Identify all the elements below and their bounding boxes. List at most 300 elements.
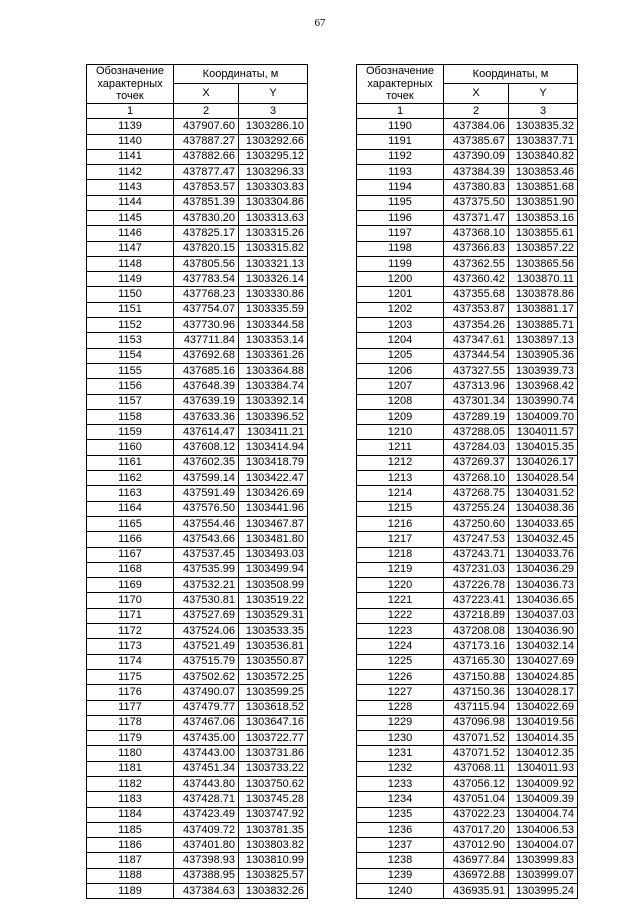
table-row: [87, 272, 308, 287]
x-coordinate-cell: 437711.84: [174, 333, 239, 348]
y-coordinate-cell: 1303303.83: [239, 180, 308, 195]
y-coordinate-cell: 1303295.12: [239, 149, 308, 164]
point-id-cell: 1141: [87, 149, 174, 164]
page-number: 67: [314, 17, 326, 29]
point-id-cell: 1158: [87, 409, 174, 424]
table-row: [357, 272, 578, 287]
table-row: [357, 792, 578, 807]
y-coordinate-cell: 1304015.35: [509, 440, 578, 455]
coordinates-table-right: [356, 64, 578, 899]
point-id-cell: 1140: [87, 134, 174, 149]
y-coordinate-cell: 1303426.69: [239, 486, 308, 501]
table-row: [87, 776, 308, 791]
y-coordinate-cell: 1304033.65: [509, 516, 578, 531]
y-coordinate-cell: 1303364.88: [239, 363, 308, 378]
y-coordinate-cell: 1303851.90: [509, 195, 578, 210]
y-coordinate-cell: 1304014.35: [509, 731, 578, 746]
table-row: [357, 608, 578, 623]
table-row: [87, 394, 308, 409]
y-coordinate-cell: 1303499.94: [239, 562, 308, 577]
table-row: [357, 868, 578, 883]
table-row: [357, 884, 578, 899]
point-id-cell: 1235: [357, 807, 444, 822]
column-number: 2: [174, 103, 239, 118]
table-row: [87, 471, 308, 486]
designation-header: [87, 65, 174, 104]
column-number-row: [357, 103, 578, 118]
x-coordinate-cell: 437602.35: [174, 455, 239, 470]
y-coordinate-cell: 1303855.61: [509, 226, 578, 241]
point-id-cell: 1166: [87, 532, 174, 547]
point-id-cell: 1148: [87, 256, 174, 271]
y-coordinate-cell: 1303508.99: [239, 578, 308, 593]
y-coordinate-cell: 1303939.73: [509, 363, 578, 378]
y-coordinate-cell: 1303292.66: [239, 134, 308, 149]
y-coordinate-cell: 1303851.68: [509, 180, 578, 195]
y-coordinate-cell: 1303745.28: [239, 792, 308, 807]
point-id-cell: 1160: [87, 440, 174, 455]
point-id-cell: 1202: [357, 302, 444, 317]
point-id-cell: 1188: [87, 868, 174, 883]
point-id-cell: 1168: [87, 562, 174, 577]
table-row: [87, 792, 308, 807]
x-coordinate-cell: 437515.79: [174, 654, 239, 669]
x-coordinate-cell: 437269.37: [444, 455, 509, 470]
y-column-header: Y: [239, 84, 308, 103]
table-row: [87, 165, 308, 180]
point-id-cell: 1176: [87, 685, 174, 700]
designation-header-line: характерных: [97, 77, 163, 90]
y-coordinate-cell: 1303885.71: [509, 318, 578, 333]
x-coordinate-cell: 437537.45: [174, 547, 239, 562]
point-id-cell: 1211: [357, 440, 444, 455]
x-coordinate-cell: 437608.12: [174, 440, 239, 455]
point-id-cell: 1200: [357, 272, 444, 287]
table-row: [357, 822, 578, 837]
point-id-cell: 1170: [87, 593, 174, 608]
table-row: [87, 516, 308, 531]
x-coordinate-cell: 437543.66: [174, 532, 239, 547]
x-coordinate-cell: 437820.15: [174, 241, 239, 256]
table-row: [357, 746, 578, 761]
y-coordinate-cell: 1303315.82: [239, 241, 308, 256]
point-id-cell: 1143: [87, 180, 174, 195]
table-row: [357, 302, 578, 317]
y-coordinate-cell: 1303990.74: [509, 394, 578, 409]
point-id-cell: 1154: [87, 348, 174, 363]
y-coordinate-cell: 1303481.80: [239, 532, 308, 547]
point-id-cell: 1208: [357, 394, 444, 409]
table-row: [87, 761, 308, 776]
x-coordinate-cell: 437877.47: [174, 165, 239, 180]
y-coordinate-cell: 1303414.94: [239, 440, 308, 455]
designation-header-line: Обозначение: [365, 65, 435, 77]
designation-header-line: точек: [386, 90, 414, 103]
table-row: [357, 669, 578, 684]
table-row: [87, 868, 308, 883]
x-coordinate-cell: 437223.41: [444, 593, 509, 608]
table-row: [357, 134, 578, 149]
x-coordinate-cell: 437355.68: [444, 287, 509, 302]
table-row: [357, 685, 578, 700]
table-row: [87, 884, 308, 899]
table-row: [87, 731, 308, 746]
point-id-cell: 1222: [357, 608, 444, 623]
y-coordinate-cell: 1304011.93: [509, 761, 578, 776]
column-number: 3: [509, 103, 578, 118]
y-coordinate-cell: 1303384.74: [239, 379, 308, 394]
y-coordinate-cell: 1303722.77: [239, 731, 308, 746]
point-id-cell: 1172: [87, 624, 174, 639]
designation-header-line: точек: [116, 90, 144, 103]
x-column-header: X: [444, 84, 509, 103]
y-coordinate-cell: 1304038.36: [509, 501, 578, 516]
y-coordinate-cell: 1303344.58: [239, 318, 308, 333]
point-id-cell: 1225: [357, 654, 444, 669]
table-row: [87, 547, 308, 562]
point-id-cell: 1146: [87, 226, 174, 241]
point-id-cell: 1221: [357, 593, 444, 608]
table-row: [357, 853, 578, 868]
y-coordinate-cell: 1303533.35: [239, 624, 308, 639]
y-coordinate-cell: 1303853.46: [509, 165, 578, 180]
y-coordinate-cell: 1303835.32: [509, 119, 578, 134]
x-coordinate-cell: 437554.46: [174, 516, 239, 531]
x-coordinate-cell: 437532.21: [174, 578, 239, 593]
point-id-cell: 1167: [87, 547, 174, 562]
y-coordinate-cell: 1303396.52: [239, 409, 308, 424]
table-row: [87, 195, 308, 210]
y-coordinate-cell: 1303286.10: [239, 119, 308, 134]
x-coordinate-cell: 437347.61: [444, 333, 509, 348]
x-coordinate-cell: 437071.52: [444, 746, 509, 761]
point-id-cell: 1209: [357, 409, 444, 424]
point-id-cell: 1215: [357, 501, 444, 516]
column-number: 3: [239, 103, 308, 118]
table-row: [357, 593, 578, 608]
y-coordinate-cell: 1304028.17: [509, 685, 578, 700]
y-coordinate-cell: 1303781.35: [239, 822, 308, 837]
point-id-cell: 1189: [87, 884, 174, 899]
point-id-cell: 1149: [87, 272, 174, 287]
x-coordinate-cell: 437490.07: [174, 685, 239, 700]
x-coordinate-cell: 437692.68: [174, 348, 239, 363]
y-coordinate-cell: 1304009.39: [509, 792, 578, 807]
x-coordinate-cell: 437614.47: [174, 425, 239, 440]
x-coordinate-cell: 437451.34: [174, 761, 239, 776]
y-coordinate-cell: 1303536.81: [239, 639, 308, 654]
x-coordinate-cell: 437783.54: [174, 272, 239, 287]
point-id-cell: 1233: [357, 776, 444, 791]
point-id-cell: 1224: [357, 639, 444, 654]
table-row: [357, 379, 578, 394]
table-row: [87, 700, 308, 715]
y-coordinate-cell: 1303353.14: [239, 333, 308, 348]
y-coordinate-cell: 1304006.53: [509, 822, 578, 837]
table-row: [87, 363, 308, 378]
point-id-cell: 1220: [357, 578, 444, 593]
point-id-cell: 1213: [357, 471, 444, 486]
x-coordinate-cell: 437385.67: [444, 134, 509, 149]
table-row: [87, 226, 308, 241]
y-coordinate-cell: 1304004.07: [509, 838, 578, 853]
y-coordinate-cell: 1303731.86: [239, 746, 308, 761]
y-coordinate-cell: 1303330.86: [239, 287, 308, 302]
table-row: [357, 501, 578, 516]
table-row: [357, 241, 578, 256]
table-row: [357, 333, 578, 348]
y-coordinate-cell: 1303321.13: [239, 256, 308, 271]
designation-header-line: Обозначение: [95, 65, 165, 77]
x-coordinate-cell: 437368.10: [444, 226, 509, 241]
table-row: [357, 363, 578, 378]
y-coordinate-cell: 1303857.22: [509, 241, 578, 256]
x-coordinate-cell: 437524.06: [174, 624, 239, 639]
x-coordinate-cell: 437633.36: [174, 409, 239, 424]
x-coordinate-cell: 437268.10: [444, 471, 509, 486]
point-id-cell: 1174: [87, 654, 174, 669]
table-row: [87, 256, 308, 271]
y-coordinate-cell: 1303326.14: [239, 272, 308, 287]
x-coordinate-cell: 437502.62: [174, 669, 239, 684]
point-id-cell: 1159: [87, 425, 174, 440]
point-id-cell: 1234: [357, 792, 444, 807]
x-coordinate-cell: 437435.00: [174, 731, 239, 746]
x-coordinate-cell: 437354.26: [444, 318, 509, 333]
y-coordinate-cell: 1304036.29: [509, 562, 578, 577]
table-row: [87, 562, 308, 577]
column-number: 2: [444, 103, 509, 118]
x-coordinate-cell: 437384.39: [444, 165, 509, 180]
y-coordinate-cell: 1303999.07: [509, 868, 578, 883]
table-row: [87, 838, 308, 853]
table-row: [87, 455, 308, 470]
y-coordinate-cell: 1304019.56: [509, 715, 578, 730]
point-id-cell: 1199: [357, 256, 444, 271]
x-coordinate-cell: 437353.87: [444, 302, 509, 317]
table-row: [87, 302, 308, 317]
x-coordinate-cell: 437805.56: [174, 256, 239, 271]
y-coordinate-cell: 1304009.92: [509, 776, 578, 791]
y-coordinate-cell: 1304022.69: [509, 700, 578, 715]
table-row: [87, 853, 308, 868]
y-coordinate-cell: 1303878.86: [509, 287, 578, 302]
point-id-cell: 1177: [87, 700, 174, 715]
x-coordinate-cell: 437530.81: [174, 593, 239, 608]
point-id-cell: 1198: [357, 241, 444, 256]
x-coordinate-cell: 436972.88: [444, 868, 509, 883]
point-id-cell: 1197: [357, 226, 444, 241]
table-row: [357, 455, 578, 470]
x-coordinate-cell: 437591.49: [174, 486, 239, 501]
table-row: [357, 838, 578, 853]
x-coordinate-cell: 437150.88: [444, 669, 509, 684]
table-row: [357, 715, 578, 730]
table-row: [357, 195, 578, 210]
x-coordinate-cell: 437218.89: [444, 608, 509, 623]
point-id-cell: 1212: [357, 455, 444, 470]
y-coordinate-cell: 1303825.57: [239, 868, 308, 883]
coordinates-table-left: [86, 64, 308, 899]
y-coordinate-cell: 1303865.56: [509, 256, 578, 271]
point-id-cell: 1194: [357, 180, 444, 195]
designation-header-line: характерных: [367, 77, 433, 90]
x-coordinate-cell: 437250.60: [444, 516, 509, 531]
point-id-cell: 1152: [87, 318, 174, 333]
point-id-cell: 1180: [87, 746, 174, 761]
y-coordinate-cell: 1303296.33: [239, 165, 308, 180]
x-coordinate-cell: 437022.23: [444, 807, 509, 822]
x-coordinate-cell: 437882.66: [174, 149, 239, 164]
x-coordinate-cell: 437247.53: [444, 532, 509, 547]
table-row: [357, 471, 578, 486]
table-row: [87, 134, 308, 149]
y-coordinate-cell: 1303529.31: [239, 608, 308, 623]
column-number: 1: [87, 103, 174, 118]
y-coordinate-cell: 1303897.13: [509, 333, 578, 348]
point-id-cell: 1237: [357, 838, 444, 853]
point-id-cell: 1186: [87, 838, 174, 853]
point-id-cell: 1183: [87, 792, 174, 807]
y-coordinate-cell: 1303599.25: [239, 685, 308, 700]
table-row: [357, 394, 578, 409]
table-row: [87, 440, 308, 455]
table-row: [357, 807, 578, 822]
point-id-cell: 1142: [87, 165, 174, 180]
x-coordinate-cell: 437096.98: [444, 715, 509, 730]
point-id-cell: 1165: [87, 516, 174, 531]
x-coordinate-cell: 437423.49: [174, 807, 239, 822]
y-coordinate-cell: 1303968.42: [509, 379, 578, 394]
y-coordinate-cell: 1303995.24: [509, 884, 578, 899]
point-id-cell: 1239: [357, 868, 444, 883]
coordinates-header: Координаты, м: [444, 65, 578, 84]
point-id-cell: 1223: [357, 624, 444, 639]
point-id-cell: 1238: [357, 853, 444, 868]
point-id-cell: 1236: [357, 822, 444, 837]
point-id-cell: 1157: [87, 394, 174, 409]
x-coordinate-cell: 437208.08: [444, 624, 509, 639]
y-coordinate-cell: 1303519.22: [239, 593, 308, 608]
point-id-cell: 1204: [357, 333, 444, 348]
table-row: [357, 226, 578, 241]
point-id-cell: 1216: [357, 516, 444, 531]
y-coordinate-cell: 1303747.92: [239, 807, 308, 822]
point-id-cell: 1179: [87, 731, 174, 746]
x-coordinate-cell: 437243.71: [444, 547, 509, 562]
x-coordinate-cell: 437599.14: [174, 471, 239, 486]
x-coordinate-cell: 437056.12: [444, 776, 509, 791]
point-id-cell: 1226: [357, 669, 444, 684]
y-coordinate-cell: 1303392.14: [239, 394, 308, 409]
point-id-cell: 1182: [87, 776, 174, 791]
point-id-cell: 1171: [87, 608, 174, 623]
table-row: [87, 624, 308, 639]
x-coordinate-cell: 437115.94: [444, 700, 509, 715]
point-id-cell: 1196: [357, 211, 444, 226]
y-coordinate-cell: 1303999.83: [509, 853, 578, 868]
y-coordinate-cell: 1303493.03: [239, 547, 308, 562]
x-coordinate-cell: 437360.42: [444, 272, 509, 287]
table-row: [87, 409, 308, 424]
table-row: [357, 731, 578, 746]
point-id-cell: 1155: [87, 363, 174, 378]
table-row: [87, 425, 308, 440]
x-coordinate-cell: 437255.24: [444, 501, 509, 516]
point-id-cell: 1161: [87, 455, 174, 470]
point-id-cell: 1139: [87, 119, 174, 134]
x-coordinate-cell: 437907.60: [174, 119, 239, 134]
header-row-top: [87, 65, 308, 84]
table-row: [87, 379, 308, 394]
table-row: [357, 425, 578, 440]
point-id-cell: 1164: [87, 501, 174, 516]
point-id-cell: 1184: [87, 807, 174, 822]
table-row: [357, 761, 578, 776]
y-coordinate-cell: 1303441.96: [239, 501, 308, 516]
x-coordinate-cell: 437443.80: [174, 776, 239, 791]
designation-header: [357, 65, 444, 104]
y-coordinate-cell: 1303837.71: [509, 134, 578, 149]
y-coordinate-cell: 1304036.90: [509, 624, 578, 639]
table-row: [87, 486, 308, 501]
table-row: [87, 348, 308, 363]
table-row: [357, 180, 578, 195]
point-id-cell: 1153: [87, 333, 174, 348]
point-id-cell: 1178: [87, 715, 174, 730]
point-id-cell: 1207: [357, 379, 444, 394]
y-coordinate-cell: 1304031.52: [509, 486, 578, 501]
column-number: 1: [357, 103, 444, 118]
x-coordinate-cell: 437012.90: [444, 838, 509, 853]
point-id-cell: 1145: [87, 211, 174, 226]
point-id-cell: 1219: [357, 562, 444, 577]
table-row: [87, 639, 308, 654]
table-row: [87, 532, 308, 547]
y-coordinate-cell: 1303361.26: [239, 348, 308, 363]
table-row: [357, 532, 578, 547]
table-row: [87, 746, 308, 761]
x-column-header: X: [174, 84, 239, 103]
x-coordinate-cell: 436977.84: [444, 853, 509, 868]
point-id-cell: 1185: [87, 822, 174, 837]
y-coordinate-cell: 1303422.47: [239, 471, 308, 486]
x-coordinate-cell: 437150.36: [444, 685, 509, 700]
y-coordinate-cell: 1303870.11: [509, 272, 578, 287]
point-id-cell: 1150: [87, 287, 174, 302]
y-coordinate-cell: 1303733.22: [239, 761, 308, 776]
table-row: [357, 287, 578, 302]
table-row: [357, 149, 578, 164]
table-row: [357, 547, 578, 562]
table-row: [357, 624, 578, 639]
point-id-cell: 1144: [87, 195, 174, 210]
y-coordinate-cell: 1303335.59: [239, 302, 308, 317]
point-id-cell: 1230: [357, 731, 444, 746]
point-id-cell: 1147: [87, 241, 174, 256]
x-coordinate-cell: 437226.78: [444, 578, 509, 593]
y-coordinate-cell: 1304024.85: [509, 669, 578, 684]
table-row: [357, 318, 578, 333]
column-number-row: [87, 103, 308, 118]
point-id-cell: 1218: [357, 547, 444, 562]
point-id-cell: 1191: [357, 134, 444, 149]
x-coordinate-cell: 437479.77: [174, 700, 239, 715]
table-row: [87, 287, 308, 302]
x-coordinate-cell: 437754.07: [174, 302, 239, 317]
table-row: [357, 654, 578, 669]
y-coordinate-cell: 1303832.26: [239, 884, 308, 899]
